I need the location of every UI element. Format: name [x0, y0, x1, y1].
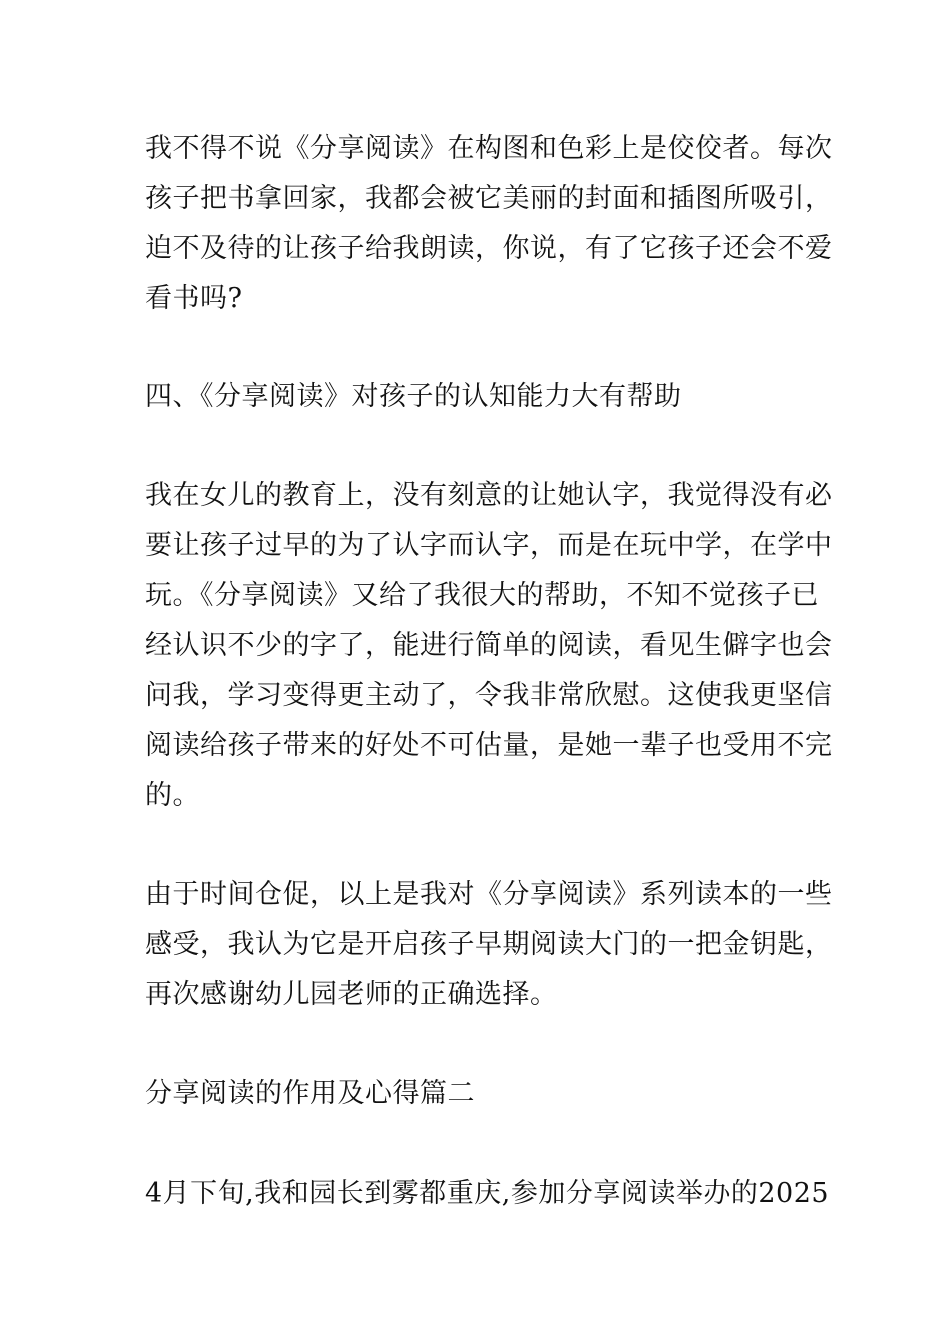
paragraph-3-line-5: 问我，学习变得更主动了，令我非常欣慰。这使我更坚信 [145, 680, 833, 711]
paragraph-4-line-1: 由于时间仓促，以上是我对《分享阅读》系列读本的一些 [145, 879, 833, 910]
paragraph-4-line-3: 再次感谢幼儿园老师的正确选择。 [145, 979, 558, 1010]
paragraph-3-line-2: 要让孩子过早的为了认字而认字，而是在玩中学，在学中 [145, 530, 833, 561]
paragraph-1-line-1: 我不得不说《分享阅读》在构图和色彩上是佼佼者。每次 [145, 133, 833, 164]
paragraph-3-line-7: 的。 [145, 780, 200, 811]
paragraph-1-line-4: 看书吗? [145, 283, 243, 314]
section-heading-four: 四、《分享阅读》对孩子的认知能力大有帮助 [145, 381, 682, 412]
paragraph-3-line-4: 经认识不少的字了，能进行简单的阅读，看见生僻字也会 [145, 630, 833, 661]
paragraph-1-line-2: 孩子把书拿回家，我都会被它美丽的封面和插图所吸引， [145, 183, 833, 214]
paragraph-3-line-6: 阅读给孩子带来的好处不可估量，是她一辈子也受用不完 [145, 730, 833, 761]
paragraph-1-line-3: 迫不及待的让孩子给我朗读，你说，有了它孩子还会不爱 [145, 233, 833, 264]
paragraph-3-line-1: 我在女儿的教育上，没有刻意的让她认字，我觉得没有必 [145, 480, 833, 511]
paragraph-6-line-1: 4月下旬,我和园长到雾都重庆,参加分享阅读举办的2025 [145, 1178, 830, 1209]
paragraph-4-line-2: 感受，我认为它是开启孩子早期阅读大门的一把金钥匙， [145, 929, 833, 960]
paragraph-3-line-3: 玩。《分享阅读》又给了我很大的帮助，不知不觉孩子已 [145, 580, 819, 611]
section-title-part-two: 分享阅读的作用及心得篇二 [145, 1078, 475, 1109]
